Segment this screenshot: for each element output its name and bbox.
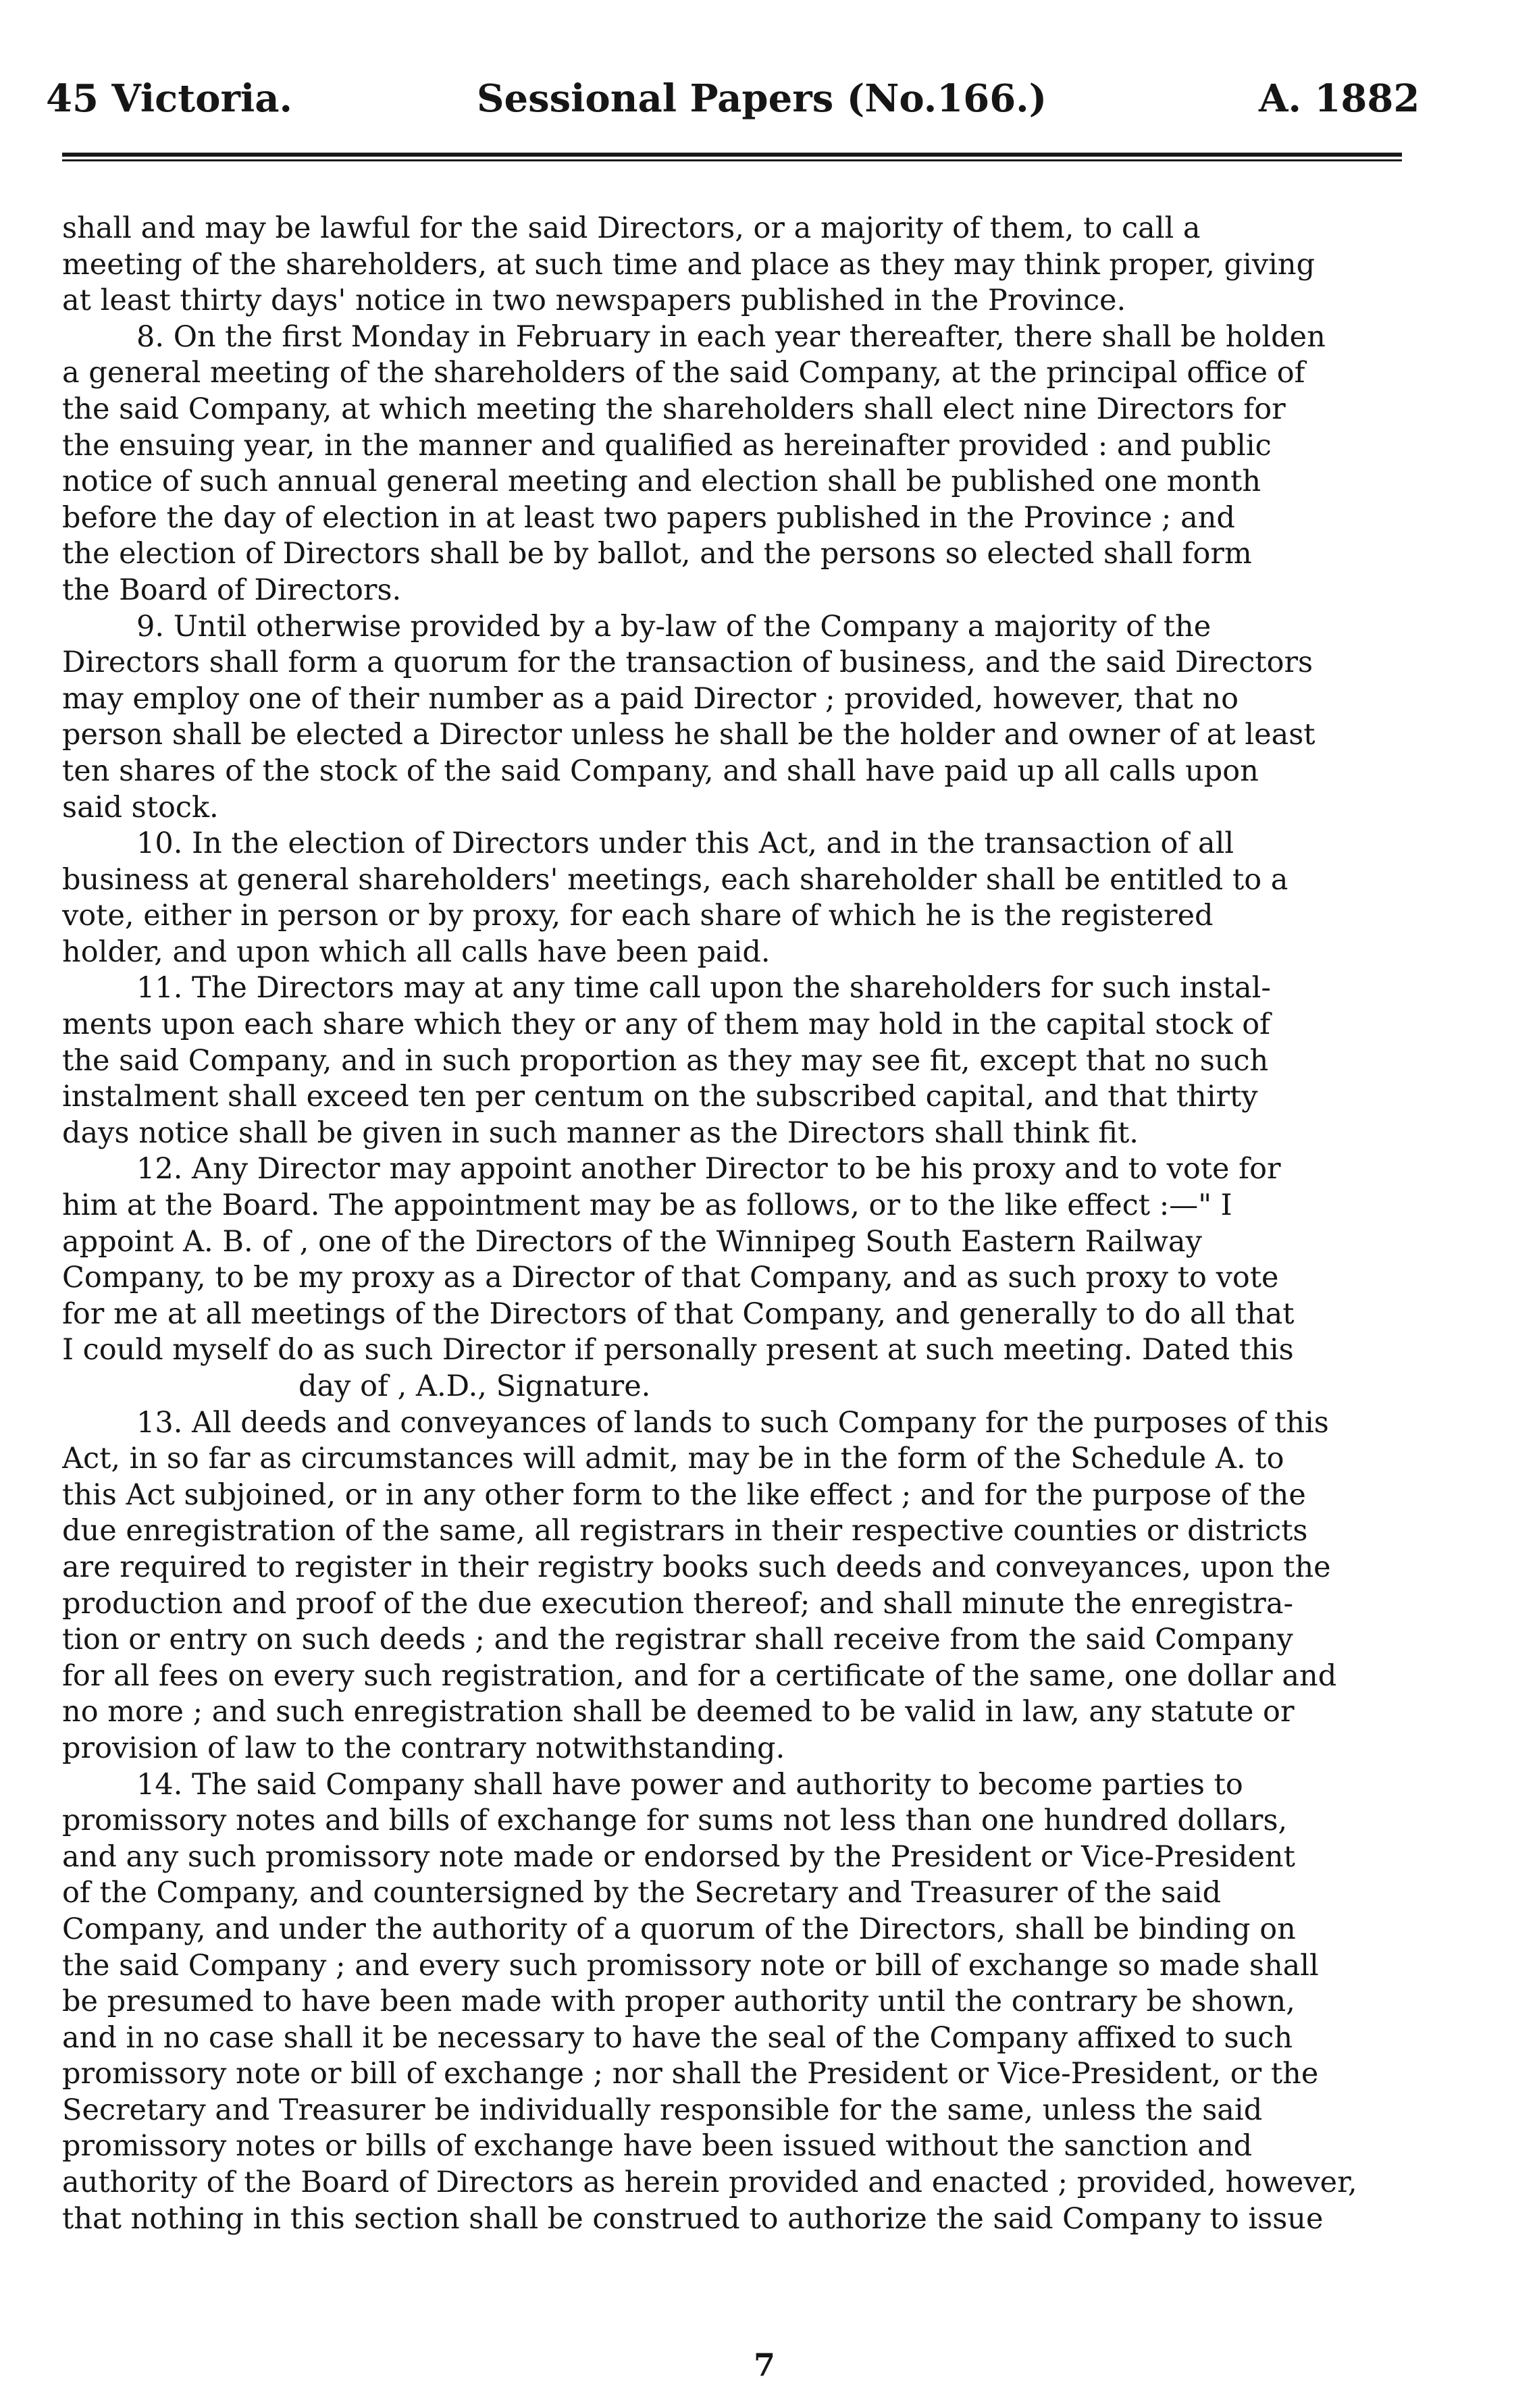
section-9-start: 9. Until otherwise provided by a by-law of the Company a majority of the	[136, 609, 1212, 644]
text-line: Company, to be my proxy as a Director of that Company, and as such proxy to vote	[62, 1261, 1279, 1295]
text-line: for all fees on every such registration, and for a certificate of the same, one dollar and	[62, 1658, 1337, 1693]
text-line: promissory notes or bills of exchange have been issued without the sanction and	[62, 2129, 1253, 2164]
text-line: authority of the Board of Directors as herein provided and enacted ; provided, however,	[62, 2166, 1357, 2200]
text-line: vote, either in person or by proxy, for each share of which he is the registered	[62, 899, 1214, 933]
page-number: 7	[753, 2347, 775, 2383]
page-header	[39, 65, 1420, 132]
text-line: days notice shall be given in such manner as the Directors shall think fit.	[62, 1116, 1139, 1150]
text-line: at least thirty days' notice in two newspapers published in the Province.	[62, 284, 1126, 318]
text-line: the election of Directors shall be by ballot, and the persons so elected shall form	[62, 537, 1252, 571]
text-line: promissory note or bill of exchange ; nor shall the President or Vice-President, or the	[62, 2057, 1319, 2091]
section-10-start: 10. In the election of Directors under this Act, and in the transaction of all	[136, 827, 1234, 861]
header-double-rule	[62, 153, 1402, 165]
text-line: the Board of Directors.	[62, 573, 402, 607]
text-line: business at general shareholders' meetings, each shareholder shall be entitled to a	[62, 862, 1288, 897]
text-line: due enregistration of the same, all registrars in their respective counties or districts	[62, 1514, 1308, 1548]
text-line: may employ one of their number as a paid Director ; provided, however, that no	[62, 681, 1239, 716]
header-sessional-papers: Sessional Papers (No.166.)	[477, 76, 1047, 121]
text-line: are required to register in their registry books such deeds and conveyances, upon the	[62, 1550, 1331, 1584]
body-text	[62, 211, 1406, 2237]
text-line: provision of law to the contrary notwithstanding.	[62, 1731, 785, 1765]
text-line: person shall be elected a Director unless he shall be the holder and owner of at least	[62, 718, 1315, 752]
text-line: promissory notes and bills of exchange for sums not less than one hundred dollars,	[62, 1804, 1288, 1838]
text-line: Company, and under the authority of a quorum of the Directors, shall be binding on	[62, 1912, 1296, 1946]
text-line: before the day of election in at least two papers published in the Province ; and	[62, 500, 1235, 535]
text-line: him at the Board. The appointment may be as follows, or to the like effect :—" I	[62, 1188, 1232, 1223]
text-line: a general meeting of the shareholders of the said Company, at the principal office of	[62, 356, 1305, 390]
text-line: be presumed to have been made with proper authority until the contrary be shown,	[62, 1985, 1295, 2019]
section-12-start: 12. Any Director may appoint another Director to be his proxy and to vote for	[136, 1152, 1281, 1186]
text-line: notice of such annual general meeting and election shall be published one month	[62, 465, 1261, 499]
text-line: production and proof of the due execution thereof; and shall minute the enregistra-	[62, 1586, 1293, 1621]
text-line: that nothing in this section shall be construed to authorize the said Company to issue	[62, 2201, 1324, 2236]
text-line: and any such promissory note made or endorsed by the President or Vice-President	[62, 1839, 1295, 1874]
text-line: for me at all meetings of the Directors of that Company, and generally to do all that	[62, 1297, 1295, 1331]
section-11-start: 11. The Directors may at any time call upon the shareholders for such instal-	[136, 971, 1271, 1005]
text-line: this Act subjoined, or in any other form to the like effect ; and for the purpose of the	[62, 1477, 1306, 1512]
text-line: the said Company ; and every such promissory note or bill of exchange so made shall	[62, 1948, 1319, 1983]
text-line: of the Company, and countersigned by the Secretary and Treasurer of the said	[62, 1876, 1222, 1910]
text-line: no more ; and such enregistration shall be deemed to be valid in law, any statute or	[62, 1695, 1295, 1729]
text-line: shall and may be lawful for the said Directors, or a majority of them, to call a	[62, 211, 1201, 245]
text-line: Secretary and Treasurer be individually responsible for the same, unless the said	[62, 2093, 1263, 2127]
text-line: said stock.	[62, 790, 219, 825]
section-8-start: 8. On the first Monday in February in each year thereafter, there shall be holden	[136, 319, 1326, 354]
text-line: Act, in so far as circumstances will admit, may be in the form of the Schedule A. to	[62, 1442, 1284, 1476]
text-line: the ensuing year, in the manner and qualified as hereinafter provided : and public	[62, 428, 1272, 463]
header-year: A. 1882	[1259, 76, 1420, 121]
text-line: appoint A. B. of , one of the Directors of the Winnipeg South Eastern Railway	[62, 1224, 1202, 1259]
text-line: holder, and upon which all calls have been paid.	[62, 935, 771, 969]
text-line: and in no case shall it be necessary to have the seal of the Company affixed to such	[62, 2020, 1293, 2055]
text-line: instalment shall exceed ten per centum on the subscribed capital, and that thirty	[62, 1080, 1258, 1114]
text-line: ten shares of the stock of the said Company, and shall have paid up all calls upon	[62, 754, 1259, 788]
section-13-start: 13. All deeds and conveyances of lands to such Company for the purposes of this	[136, 1405, 1329, 1440]
text-line: meeting of the shareholders, at such time and place as they may think proper, giving	[62, 247, 1315, 282]
text-line: tion or entry on such deeds ; and the registrar shall receive from the said Company	[62, 1623, 1293, 1657]
text-line: ments upon each share which they or any of them may hold in the capital stock of	[62, 1007, 1271, 1042]
signature-line: day of , A.D., Signature.	[298, 1369, 651, 1403]
text-line: I could myself do as such Director if personally present at such meeting. Dated this	[62, 1333, 1294, 1367]
text-line: the said Company, at which meeting the shareholders shall elect nine Directors for	[62, 392, 1286, 426]
header-volume: 45 Victoria.	[46, 76, 293, 121]
section-14-start: 14. The said Company shall have power and authority to become parties to	[136, 1767, 1243, 1802]
text-line: the said Company, and in such proportion as they may see fit, except that no such	[62, 1043, 1269, 1078]
text-line: Directors shall form a quorum for the transaction of business, and the said Directors	[62, 646, 1313, 680]
